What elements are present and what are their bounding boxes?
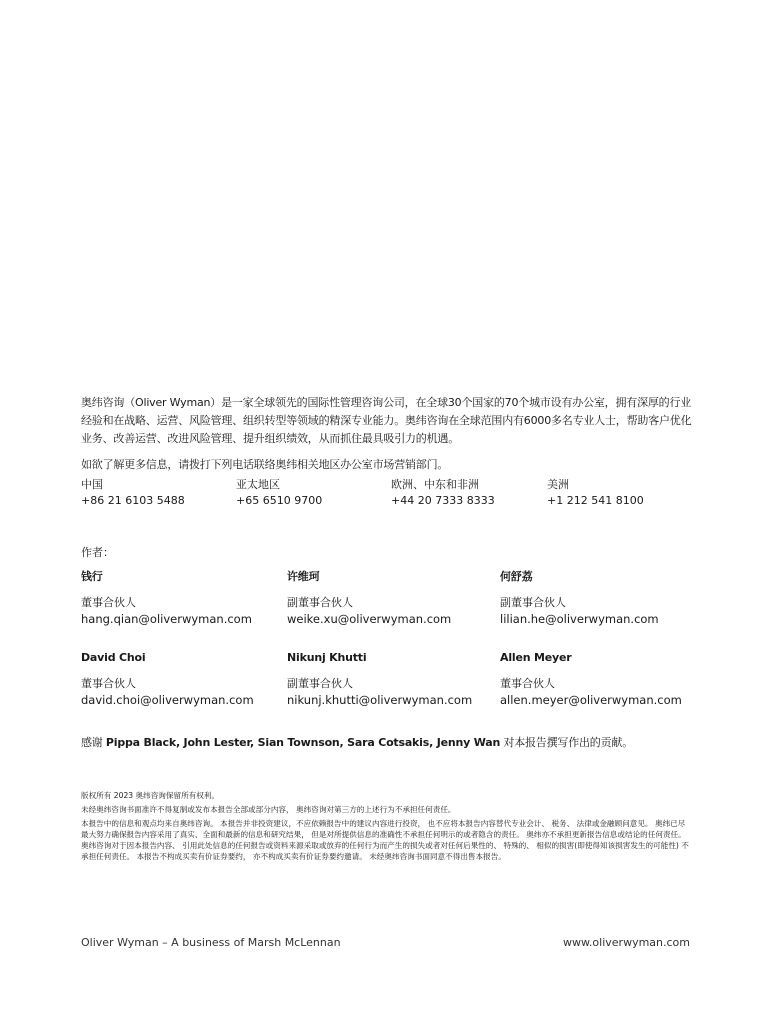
author-email[interactable]: david.choi@oliverwyman.com bbox=[81, 693, 254, 707]
author-role: 副董事合伙人 bbox=[287, 596, 353, 609]
office-apac bbox=[236, 477, 322, 508]
copyright-text: 版权所有 2023 奥纬咨询保留所有权利。 bbox=[81, 791, 220, 800]
author-email[interactable]: weike.xu@oliverwyman.com bbox=[287, 612, 452, 626]
thanks-suffix: 对本报告撰写作出的贡献。 bbox=[500, 736, 634, 749]
office-region: 中国 bbox=[81, 478, 103, 491]
office-region: 亚太地区 bbox=[236, 478, 280, 491]
office-phone: +1 212 541 8100 bbox=[547, 493, 644, 507]
author-card bbox=[81, 650, 254, 708]
author-role: 董事合伙人 bbox=[81, 677, 136, 690]
author-card bbox=[287, 569, 451, 627]
company-description: 奥纬咨询（Oliver Wyman）是一家全球领先的国际性管理咨询公司，在全球30个国家的70个城市设有办公室，拥有深厚的行业经验和在战略、运营、风险管理、组织转型等领域的精深专业能力。奥纬咨询在全球范围内有6000多名专业人士，帮助客户优化业务、改善运营、改进风险管理、提升组织绩效，从而抓住最具吸引力的机遇。 bbox=[81, 396, 692, 445]
author-name: 许维珂 bbox=[287, 570, 320, 583]
author-name: 钱行 bbox=[81, 570, 103, 583]
office-phone: +65 6510 9700 bbox=[236, 493, 323, 507]
author-name: Allen Meyer bbox=[500, 651, 572, 664]
reproduction-notice: 未经奥纬咨询书面准许不得复制或发布本报告全部或部分内容， 奥纬咨询对第三方的上述行为不承担任何责任。 bbox=[81, 805, 456, 814]
thanks-names: Pippa Black, John Lester, Sian Townson, Sara Cotsakis, Jenny Wan bbox=[105, 736, 501, 749]
author-card bbox=[287, 650, 472, 708]
author-name: 何舒荔 bbox=[500, 570, 533, 583]
author-email[interactable]: allen.meyer@oliverwyman.com bbox=[500, 693, 682, 707]
author-email[interactable]: hang.qian@oliverwyman.com bbox=[81, 612, 252, 626]
office-phone: +44 20 7333 8333 bbox=[391, 493, 495, 507]
intro-section bbox=[81, 394, 693, 474]
author-role: 副董事合伙人 bbox=[287, 677, 353, 690]
office-emea bbox=[391, 477, 495, 508]
author-name: David Choi bbox=[81, 651, 146, 664]
author-email[interactable]: lilian.he@oliverwyman.com bbox=[500, 612, 659, 626]
author-card bbox=[500, 650, 682, 708]
office-region: 欧洲、中东和非洲 bbox=[391, 478, 479, 491]
office-americas bbox=[547, 477, 644, 508]
author-name: Nikunj Khutti bbox=[287, 651, 367, 664]
author-role: 董事合伙人 bbox=[500, 677, 555, 690]
thanks-prefix: 感谢 bbox=[81, 736, 106, 749]
author-card bbox=[500, 569, 659, 627]
footer-website-link[interactable]: www.oliverwyman.com bbox=[562, 936, 690, 949]
footer-company: Oliver Wyman – A business of Marsh McLennan bbox=[81, 936, 341, 949]
office-region: 美洲 bbox=[547, 478, 569, 491]
more-info-text: 如欲了解更多信息，请拨打下列电话联络奥纬相关地区办公室市场营销部门。 bbox=[81, 458, 449, 471]
acknowledgements bbox=[81, 735, 633, 751]
author-role: 董事合伙人 bbox=[81, 596, 136, 609]
author-card bbox=[81, 569, 252, 627]
authors-heading: 作者： bbox=[81, 546, 114, 559]
office-phone: +86 21 6103 5488 bbox=[81, 493, 185, 507]
author-role: 副董事合伙人 bbox=[500, 596, 566, 609]
legal-notice bbox=[81, 790, 691, 865]
office-china bbox=[81, 477, 185, 508]
disclaimer-text: 本报告中的信息和观点均来自奥纬咨询。 本报告并非投资建议，不应依赖报告中的建议内容进行投资， 也不应将本报告内容替代专业会计、 税务、 法律或金融顾问意见。 奥纬已尽最大努力确保报告内容采用了真实、全面和最新的信息和研究结果， 但是对所提供信息的准确性不承担任何明示的或者隐含的责任。 奥纬亦不承担更新报告信息或结论的任何责任。 奥纬咨询对于因本报告内容、 引用此处信息的任何报告或资料来源采取或放弃的任何行为而产生的损失或者对任何后果性的、 特殊的、 相似的损害(即使得知该损害发生的可能性) 不承担任何责任。 本报告不构成买卖有价证券要约， 亦不构成买卖有价证券要约邀请。 未经奥纬咨询书面同意不得出售本报告。 bbox=[81, 819, 689, 861]
author-email[interactable]: nikunj.khutti@oliverwyman.com bbox=[287, 693, 473, 707]
